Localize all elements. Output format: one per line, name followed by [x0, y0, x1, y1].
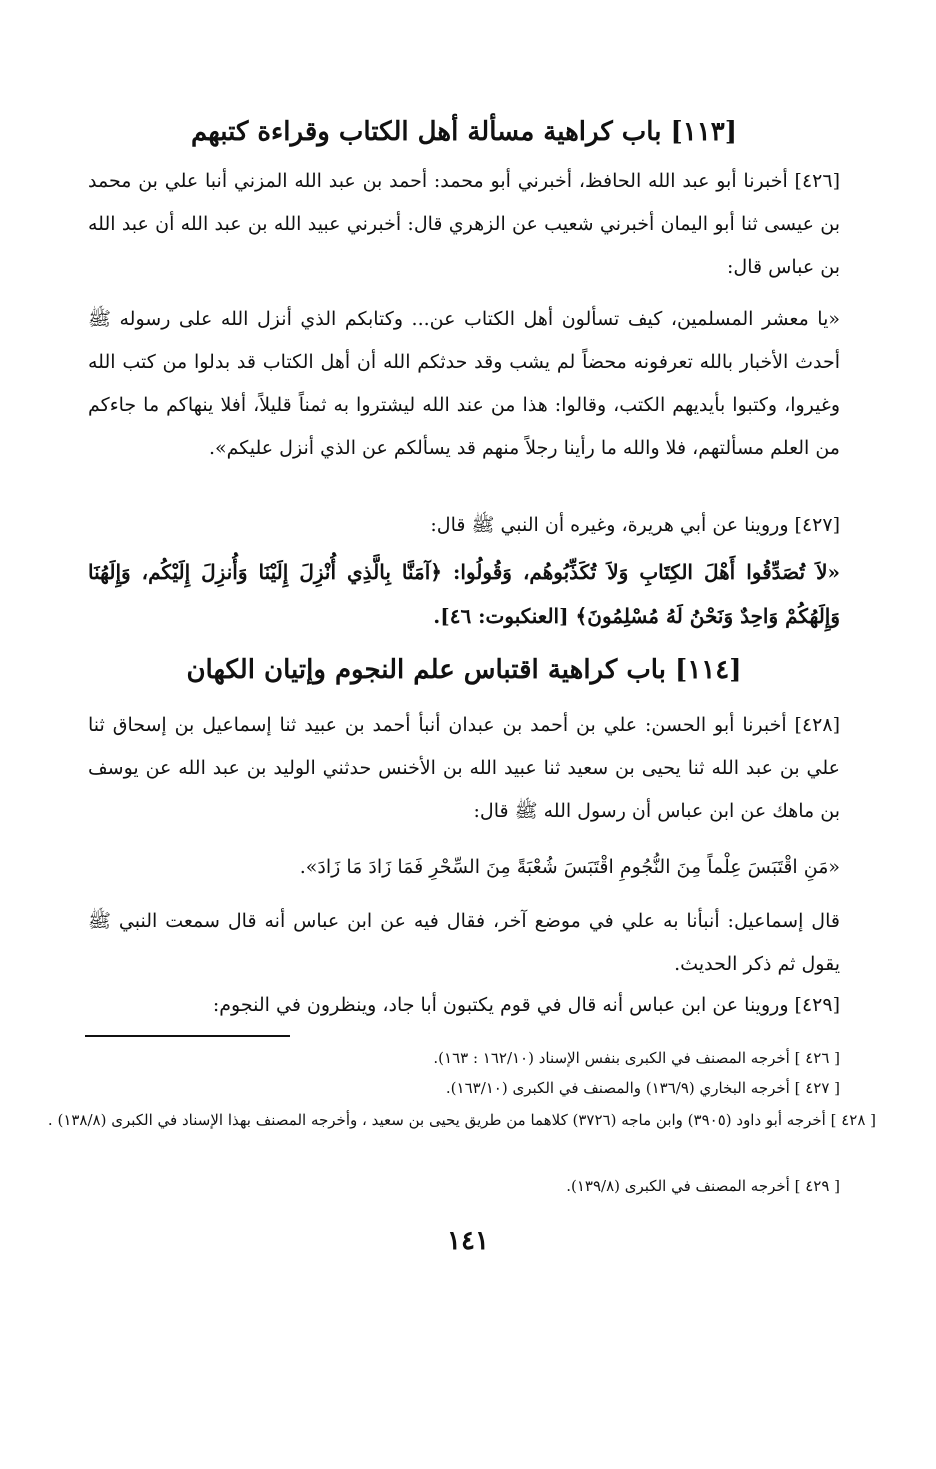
ismail-note-text: قال إسماعيل: أنبأنا به علي في موضع آخر، فقال فيه عن ابن عباس أنه قال سمعت النبي ﷺ يقول ثم ذكر الحديث.	[88, 910, 840, 975]
hadith-427-text	[88, 550, 840, 638]
chapter-113	[88, 112, 840, 152]
hadith-428-matn: «مَنِ اقْتَبَسَ عِلْماً مِنَ النُّجُومِ اقْتَبَسَ شُعْبَةً مِنَ السِّحْرِ فَمَا زَادَ مَا زَادَ».	[299, 856, 840, 878]
hadith-426	[88, 160, 840, 289]
hadith-429-isnad: [٤٢٩] وروينا عن ابن عباس أنه قال في قوم يكتبون أبا جاد، وينظرون في النجوم:	[212, 994, 840, 1016]
hadith-428-isnad: [٤٢٨] أخبرنا أبو الحسن: علي بن أحمد بن عبدان أنبأ أحمد بن عبيد ثنا إسماعيل بن إسحاق ثنا علي بن عبد الله ثنا يحيى بن سعيد ثنا عبيد الله بن الأخنس حدثني الوليد بن عبد الله عن يوسف بن ماهك عن ابن عباس أن رسول الله ﷺ قال:	[88, 714, 840, 822]
footnote-427: [ ٤٢٧ ] أخرجه البخاري (١٣٦/٩) والمصنف في الكبرى (١٦٣/١٠).	[445, 1079, 840, 1097]
chapter-heading-114: [١١٤] باب كراهية اقتباس علم النجوم وإتيان الكهان	[186, 655, 742, 685]
chapter-heading-113: [١١٣] باب كراهية مسألة أهل الكتاب وقراءة كتبهم	[191, 117, 737, 147]
hadith-427	[88, 504, 840, 547]
hadith-426-matn: «يا معشر المسلمين، كيف تسألون أهل الكتاب عن... وكتابكم الذي أنزل الله على رسوله ﷺ أحدث الأخبار بالله تعرفونه محضاً لم يشب وقد حدثكم الله أن أهل الكتاب قد بدلوا من كتب الله وغيروا، وكتبوا بأيديهم الكتب، وقالوا: هذا من عند الله ليشتروا به ثمناً قليلاً، أفلا ينهاكم ما جاءكم من العلم مسألتهم، فلا والله ما رأينا رجلاً منهم قد يسألكم عن الذي أنزل عليكم».	[88, 308, 840, 459]
chapter-114	[88, 650, 840, 690]
hadith-428-text	[88, 846, 840, 889]
ismail-note	[88, 900, 840, 986]
hadith-428	[88, 704, 840, 833]
footnote-428: [ ٤٢٨ ] أخرجه أبو داود (٣٩٠٥) وابن ماجه (٣٧٢٦) كلاهما من طريق يحيى بن سعيد ، وأخرجه المصنف بهذا الإسناد في الكبرى (١٣٨/٨) .	[47, 1111, 876, 1129]
footnote-426: [ ٤٢٦ ] أخرجه المصنف في الكبرى بنفس الإسناد (١٦٢/١٠ : ١٦٣).	[433, 1049, 840, 1067]
hadith-429	[88, 984, 840, 1027]
hadith-426-isnad: [٤٢٦] أخبرنا أبو عبد الله الحافظ، أخبرني أبو محمد: أحمد بن عبد الله المزني أنبا علي بن محمد بن عيسى ثنا أبو اليمان أخبرني شعيب عن الزهري قال: أخبرني عبيد الله بن عبد الله أن عبد الله بن عباس قال:	[88, 170, 841, 278]
page-number: ١٤١	[447, 1226, 489, 1256]
hadith-427-matn: «لاَ تُصَدِّقُوا أَهْلَ الكِتَابِ وَلاَ تُكَذِّبُوهُم، وَقُولُوا: ﴿آمَنَّا بِالَّذِي أُنْزِلَ إِلَيْنَا وَأُنزِلَ إِلَيْكُم، وَإِلَهُنَا وَإِلَهُكُمْ وَاحِدٌ وَنَحْنُ لَهُ مُسْلِمُونَ﴾ [العنكبوت: ٤٦].	[88, 560, 840, 628]
hadith-426-text	[88, 298, 840, 470]
footnote-separator	[85, 1035, 290, 1037]
hadith-427-isnad: [٤٢٧] وروينا عن أبي هريرة، وغيره أن النبي ﷺ قال:	[430, 514, 840, 536]
footnote-429: [ ٤٢٩ ] أخرجه المصنف في الكبرى (١٣٩/٨).	[566, 1177, 840, 1195]
